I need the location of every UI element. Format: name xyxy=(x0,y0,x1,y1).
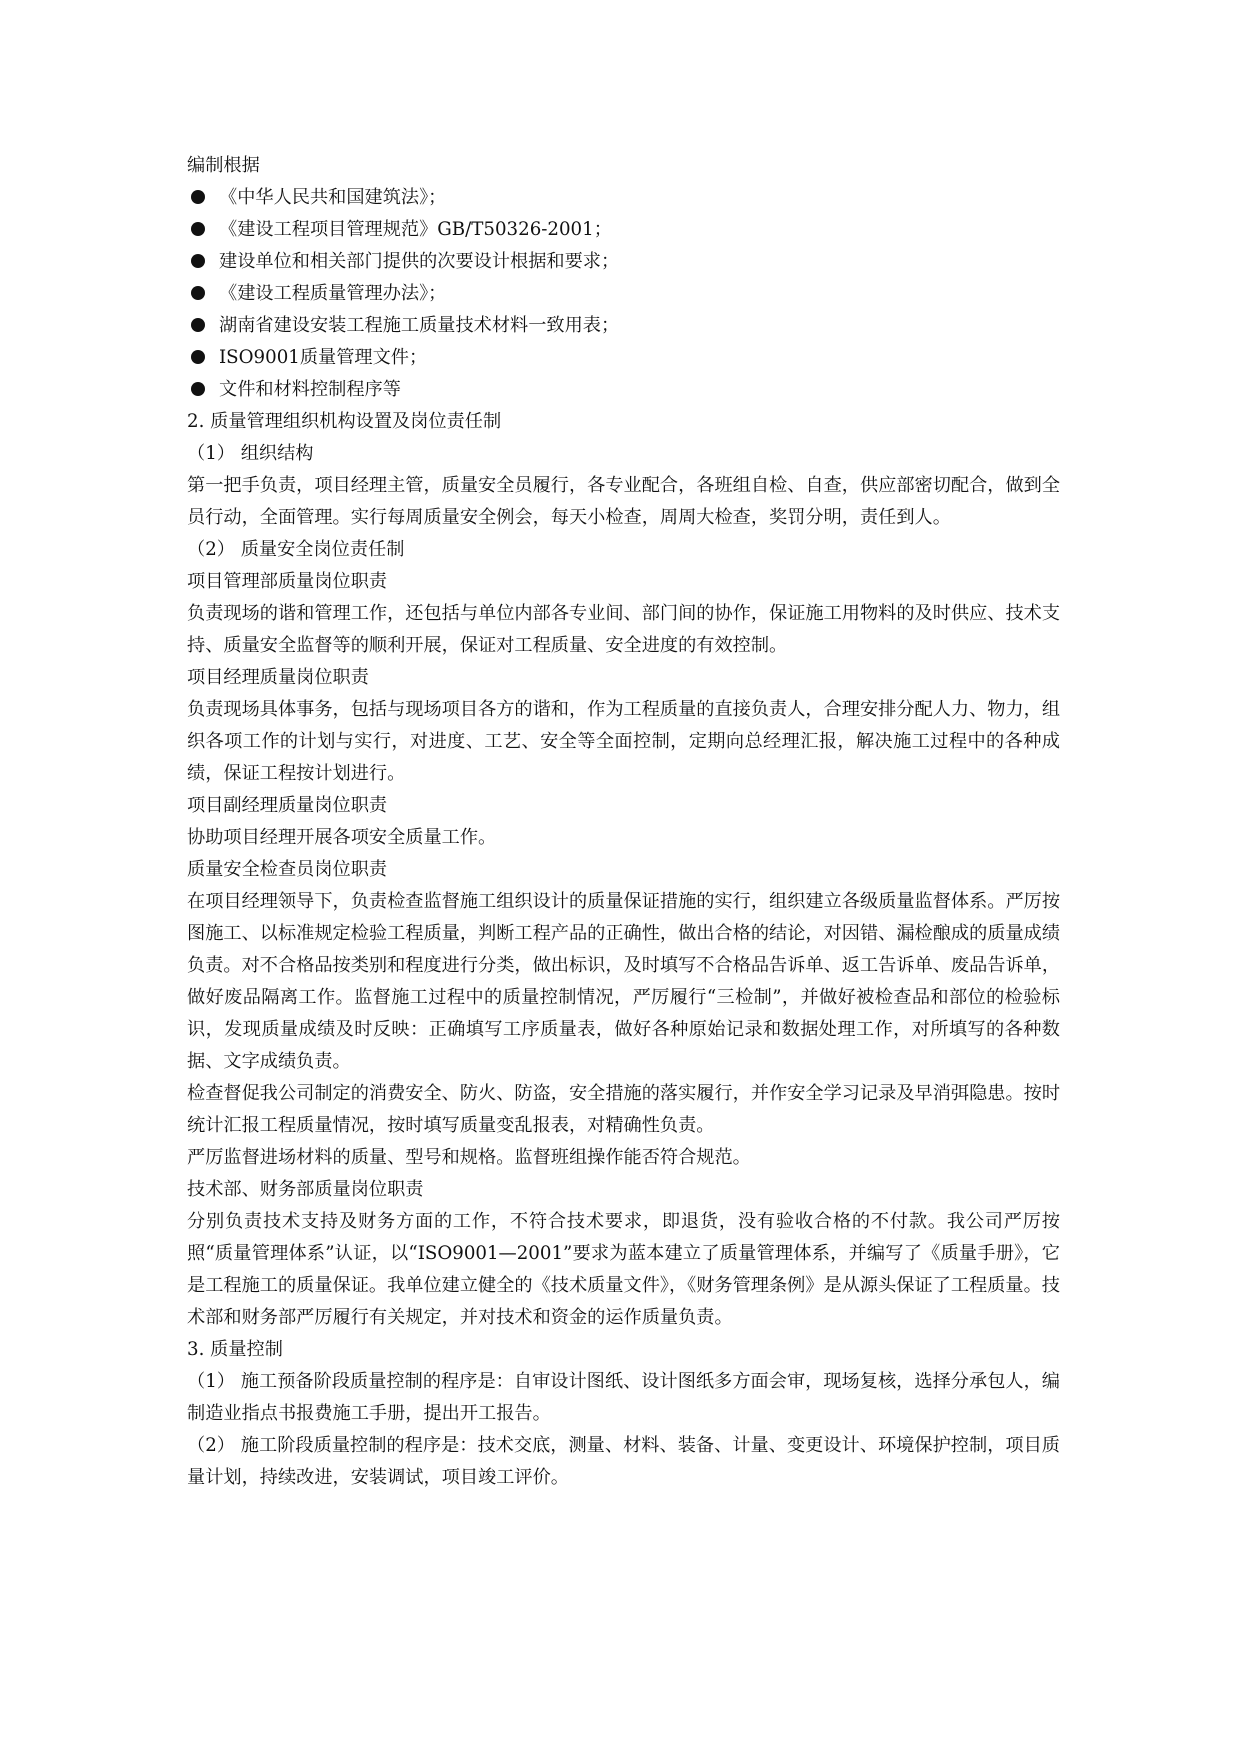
qc-duty-title: 质量安全检查员岗位职责 xyxy=(187,859,388,880)
list-item: ISO9001质量管理文件； xyxy=(187,342,1060,374)
list-item: 《中华人民共和国建筑法》； xyxy=(187,182,1060,214)
bullet-icon xyxy=(191,222,205,236)
list-item: 文件和材料控制程序等 xyxy=(187,374,1060,406)
basis-heading: 编制根据 xyxy=(187,155,260,176)
qc-duty-paragraph-1: 在项目经理领导下，负责检查监督施工组织设计的质量保证措施的实行，组织建立各级质量监督体系。严厉按图施工、以标准规定检验工程质量，判断工程产品的正确性，做出合格的结论，对因错、漏检酿成的质量成绩负责。对不合格品按类别和程度进行分类，做出标识，及时填写不合格品告诉单、返工告诉单、废品告诉单，做好废品隔离工作。监督施工过程中的质量控制情况，严厉履行“三检制”，并做好被检查品和部位的检验标识，发现质量成绩及时反映：正确填写工序质量表，做好各种原始记录和数据处理工作，对所填写的各种数据、文字成绩负责。 xyxy=(187,891,1061,1072)
vpm-duty-paragraph: 协助项目经理开展各项安全质量工作。 xyxy=(187,827,497,848)
bullet-icon xyxy=(191,254,205,268)
bullet-icon xyxy=(191,382,205,396)
bullet-icon xyxy=(191,190,205,204)
quality-control-paragraph-1: （1） 施工预备阶段质量控制的程序是：自审设计图纸、设计图纸多方面会审，现场复核，选择分承包人，编制造业指点书报费施工手册，提出开工报告。 xyxy=(187,1371,1060,1424)
tech-finance-duty-paragraph: 分别负责技术支持及财务方面的工作，不符合技术要求，即退货，没有验收合格的不付款。我公司严厉按照“质量管理体系”认证，以“ISO9001—2001”要求为蓝本建立了质量管理体系，并编写了《质量手册》，它是工程施工的质量保证。我单位建立健全的《技术质量文件》，《财务管理条例》是从源头保证了工程质量。技术部和财务部严厉履行有关规定，并对技术和资金的运作质量负责。 xyxy=(187,1211,1060,1328)
dept-duty-title: 项目管理部质量岗位职责 xyxy=(187,571,388,592)
bullet-icon xyxy=(191,286,205,300)
vpm-duty-title: 项目副经理质量岗位职责 xyxy=(187,795,388,816)
subsection-2-title: （2） 质量安全岗位责任制 xyxy=(187,539,405,560)
section-3-title: 3. 质量控制 xyxy=(187,1339,283,1360)
section-2-title: 2. 质量管理组织机构设置及岗位责任制 xyxy=(187,411,502,432)
quality-control-paragraph-2: （2） 施工阶段质量控制的程序是：技术交底，测量、材料、装备、计量、变更设计、环境保护控制，项目质量计划，持续改进，安装调试，项目竣工评价。 xyxy=(187,1435,1060,1488)
basis-list xyxy=(187,182,1060,406)
subsection-1-title: （1） 组织结构 xyxy=(187,443,314,464)
bullet-icon xyxy=(191,318,205,332)
list-item: 建设单位和相关部门提供的次要设计根据和要求； xyxy=(187,246,1060,278)
list-item: 湖南省建设安装工程施工质量技术材料一致用表； xyxy=(187,310,1060,342)
dept-duty-paragraph: 负责现场的谐和管理工作，还包括与单位内部各专业间、部门间的协作，保证施工用物料的及时供应、技术支持、质量安全监督等的顺利开展，保证对工程质量、安全进度的有效控制。 xyxy=(187,603,1061,656)
pm-duty-title: 项目经理质量岗位职责 xyxy=(187,667,369,688)
bullet-icon xyxy=(191,350,205,364)
list-item: 《建设工程质量管理办法》； xyxy=(187,278,1060,310)
document-page xyxy=(187,150,1060,1494)
tech-finance-duty-title: 技术部、财务部质量岗位职责 xyxy=(187,1179,424,1200)
qc-duty-paragraph-2: 检查督促我公司制定的消费安全、防火、防盗，安全措施的落实履行，并作安全学习记录及早消弭隐患。按时统计汇报工程质量情况，按时填写质量变乱报表，对精确性负责。 xyxy=(187,1083,1061,1136)
qc-duty-paragraph-3: 严厉监督进场材料的质量、型号和规格。监督班组操作能否符合规范。 xyxy=(187,1147,751,1168)
org-structure-paragraph: 第一把手负责，项目经理主管，质量安全员履行，各专业配合，各班组自检、自查，供应部密切配合，做到全员行动，全面管理。实行每周质量安全例会，每天小检查，周周大检查，奖罚分明，责任到人。 xyxy=(187,475,1061,528)
list-item: 《建设工程项目管理规范》GB/T50326-2001； xyxy=(187,214,1060,246)
pm-duty-paragraph: 负责现场具体事务，包括与现场项目各方的谐和，作为工程质量的直接负责人，合理安排分配人力、物力，组织各项工作的计划与实行，对进度、工艺、安全等全面控制，定期向总经理汇报，解决施工过程中的各种成绩，保证工程按计划进行。 xyxy=(187,699,1061,784)
